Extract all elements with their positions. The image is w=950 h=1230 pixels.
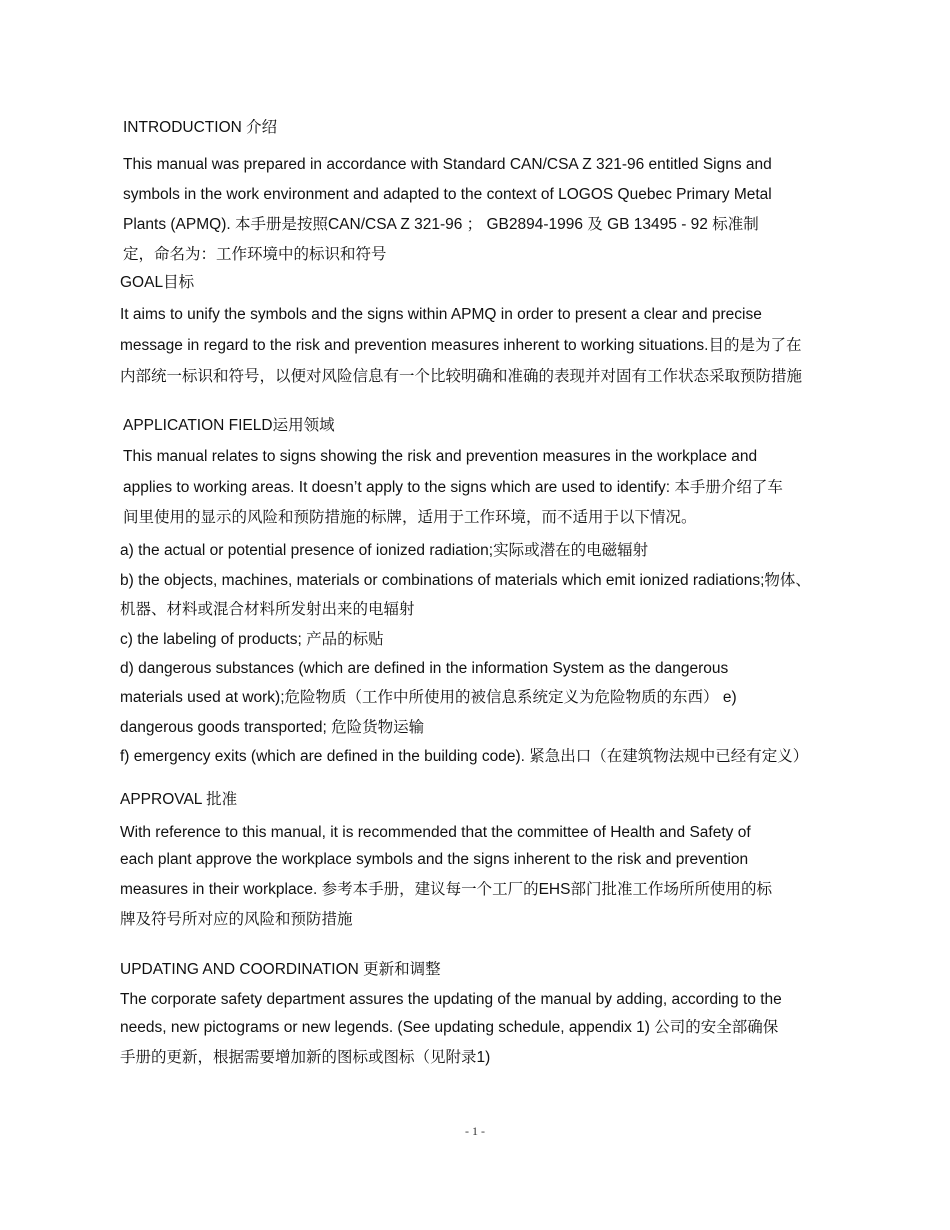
updating-heading: UPDATING AND COORDINATION 更新和调整: [120, 961, 441, 978]
application-item-b: b) the objects, machines, materials or combinations of materials which emit ionized radiations;物体、: [120, 572, 811, 589]
application-item-e: dangerous goods transported; 危险货物运输: [120, 719, 425, 736]
approval-line-1: With reference to this manual, it is recommended that the committee of Health and Safety of: [120, 824, 751, 841]
approval-line-4: 牌及符号所对应的风险和预防措施: [120, 911, 353, 928]
application-item-b-cont: 机器、材料或混合材料所发射出来的电辐射: [120, 601, 415, 618]
introduction-line-2: symbols in the work environment and adapted to the context of LOGOS Quebec Primary Metal: [123, 186, 772, 203]
goal-line-1: It aims to unify the symbols and the signs within APMQ in order to present a clear and precise: [120, 306, 762, 323]
updating-line-3: 手册的更新，根据需要增加新的图标或图标（见附录1): [120, 1049, 491, 1066]
introduction-line-3: Plants (APMQ). 本手册是按照CAN/CSA Z 321-96 ； GB2894-1996 及 GB 13495 - 92 标准制: [123, 216, 759, 233]
application-item-c: c) the labeling of products; 产品的标贴: [120, 631, 384, 648]
application-item-d-cont: materials used at work);危险物质（工作中所使用的被信息系统定义为危险物质的东西） e): [120, 689, 737, 706]
updating-line-2: needs, new pictograms or new legends. (See updating schedule, appendix 1) 公司的安全部确保: [120, 1019, 779, 1036]
approval-line-3: measures in their workplace. 参考本手册，建议每一个工厂的EHS部门批准工作场所所使用的标: [120, 881, 772, 898]
introduction-line-1: This manual was prepared in accordance with Standard CAN/CSA Z 321-96 entitled Signs and: [123, 156, 772, 173]
goal-heading: GOAL目标: [120, 274, 195, 291]
approval-line-2: each plant approve the workplace symbols and the signs inherent to the risk and prevention: [120, 851, 749, 868]
introduction-heading: INTRODUCTION 介绍: [123, 119, 278, 136]
application-item-f: f) emergency exits (which are defined in the building code). 紧急出口（在建筑物法规中已经有定义）: [120, 748, 809, 765]
page-number: - 1 -: [465, 1124, 485, 1138]
application-field-line-2: applies to working areas. It doesn’t apply to the signs which are used to identify: 本手册介绍了车: [123, 479, 783, 496]
goal-line-3: 内部统一标识和符号，以便对风险信息有一个比较明确和准确的表现并对固有工作状态采取预防措施: [120, 368, 803, 385]
application-item-a: a) the actual or potential presence of ionized radiation;实际或潜在的电磁辐射: [120, 542, 649, 559]
updating-line-1: The corporate safety department assures the updating of the manual by adding, according to the: [120, 991, 782, 1008]
application-item-d: d) dangerous substances (which are defined in the information System as the dangerous: [120, 660, 729, 677]
approval-heading: APPROVAL 批准: [120, 791, 238, 808]
introduction-line-4: 定，命名为：工作环境中的标识和符号: [123, 246, 387, 263]
application-field-heading: APPLICATION FIELD运用领域: [123, 417, 335, 434]
application-field-line-1: This manual relates to signs showing the risk and prevention measures in the workplace and: [123, 448, 758, 465]
application-field-line-3: 间里使用的显示的风险和预防措施的标牌，适用于工作环境，而不适用于以下情况。: [123, 509, 697, 526]
goal-line-2: message in regard to the risk and prevention measures inherent to working situations.目的是为了在: [120, 337, 802, 354]
